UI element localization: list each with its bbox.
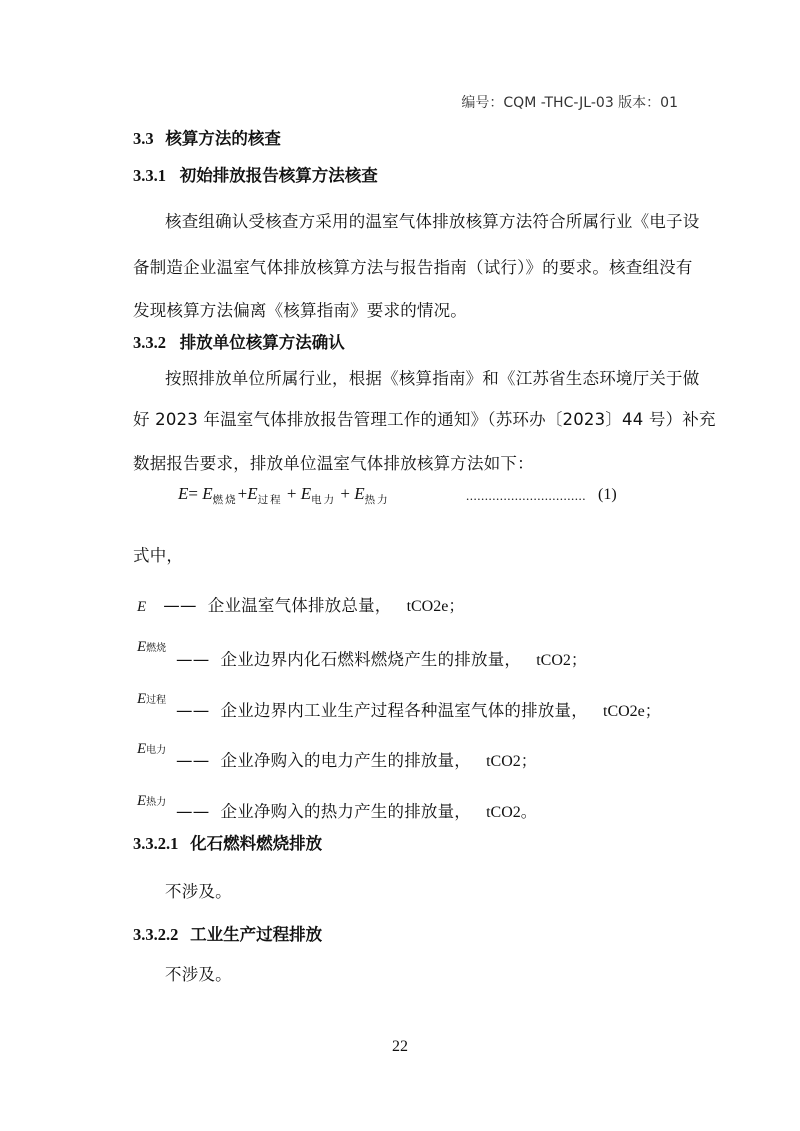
definition-symbol: E: [137, 599, 147, 615]
definition-subscript: 燃烧: [146, 643, 167, 654]
section-number: 3.3.2: [133, 333, 166, 352]
definition-unit: tCO2。: [486, 804, 537, 821]
section-title: 排放单位核算方法确认: [179, 333, 345, 352]
definition-unit: tCO2；: [486, 753, 537, 770]
definition-symbol-block: [137, 790, 166, 810]
definition-symbol-block: [137, 688, 166, 708]
section-3-3-1-heading: [133, 162, 378, 186]
definition-dash: ——: [176, 751, 210, 770]
section-number: 3.3: [133, 129, 154, 148]
paragraph-line: 按照排放单位所属行业，根据《核算指南》和《江苏省生态环境厅关于做: [165, 369, 700, 388]
formula-subscript: 燃烧: [212, 494, 238, 506]
section-title: 工业生产过程排放: [190, 925, 323, 944]
document-code: 编号：CQM -THC-JL-03 版本：01: [461, 95, 678, 111]
paragraph-line: 备制造企业温室气体排放核算方法与报告指南（试行）》的要求。核查组没有: [133, 258, 693, 277]
definition-text: 企业边界内化石燃料燃烧产生的排放量，: [220, 650, 522, 669]
definition-symbol: E: [137, 691, 147, 707]
definition-symbol: E: [137, 741, 147, 757]
definition-subscript: 过程: [146, 695, 167, 706]
definition-unit: tCO2e；: [603, 703, 661, 720]
equation-number: (1): [598, 486, 617, 503]
section-title: 初始排放报告核算方法核查: [179, 166, 378, 185]
page-number: 22: [392, 1038, 408, 1055]
definition-dash: ——: [176, 701, 210, 720]
formula-plus: +: [286, 484, 297, 503]
definition-symbol: E: [137, 639, 147, 655]
definition-row: [176, 646, 587, 670]
definition-text: 企业温室气体排放总量，: [207, 596, 392, 615]
formula-subscript: 电力: [311, 494, 337, 506]
definition-dash: ——: [163, 596, 197, 615]
definition-subscript: 电力: [146, 745, 167, 756]
section-3-3-2-1-heading: [133, 830, 322, 854]
formula-leader-dots: ................................: [466, 488, 586, 503]
definition-symbol: E: [137, 793, 147, 809]
definition-row: [176, 747, 537, 771]
section-body: 不涉及。: [165, 965, 232, 984]
section-number: 3.3.2.1: [133, 834, 179, 853]
formula-subscript: 热力: [364, 494, 390, 506]
formula-term-symbol: E: [202, 484, 213, 503]
definition-unit: tCO2；: [536, 652, 587, 669]
paragraph-line: 好 2023 年温室气体排放报告管理工作的通知》（苏环办〔2023〕44 号）补充: [133, 410, 716, 429]
formula-subscript: 过程: [257, 494, 283, 506]
formula-plus: +: [340, 484, 350, 503]
section-number: 3.3.1: [133, 166, 166, 185]
section-3-3-2-2-heading: [133, 921, 322, 945]
definition-text: 企业边界内工业生产过程各种温室气体的排放量，: [220, 701, 588, 720]
formula-term-symbol: E: [247, 484, 258, 503]
definition-text: 企业净购入的电力产生的排放量，: [220, 751, 471, 770]
paragraph-line: 数据报告要求，排放单位温室气体排放核算方法如下：: [133, 454, 534, 473]
definition-dash: ——: [176, 802, 210, 821]
definition-row: [176, 697, 661, 721]
formula-total-symbol: E: [178, 484, 189, 503]
definition-symbol-block: [137, 738, 166, 758]
emission-formula: [178, 484, 390, 504]
definition-text: 企业净购入的热力产生的排放量，: [220, 802, 471, 821]
formula-term-symbol: E: [300, 484, 312, 503]
section-title: 核算方法的核查: [165, 129, 281, 148]
definition-dash: ——: [176, 650, 210, 669]
formula-plus: +: [237, 484, 248, 503]
section-3-3-2-heading: [133, 329, 345, 353]
definition-symbol-block: [137, 636, 166, 656]
section-title: 化石燃料燃烧排放: [190, 834, 323, 853]
definition-row: [137, 592, 464, 616]
paragraph-line: 核查组确认受核查方采用的温室气体排放核算方法符合所属行业《电子设: [165, 212, 700, 231]
section-body: 不涉及。: [165, 882, 232, 901]
where-label: 式中，: [133, 546, 184, 565]
section-number: 3.3.2.2: [133, 925, 179, 944]
definition-unit: tCO2e；: [406, 598, 465, 615]
definition-subscript: 热力: [146, 797, 167, 808]
section-3-3-heading: [133, 125, 281, 149]
paragraph-line: 发现核算方法偏离《核算指南》要求的情况。: [133, 301, 467, 320]
definition-row: [176, 798, 537, 822]
formula-term-symbol: E: [354, 484, 365, 503]
formula-equals: =: [188, 484, 198, 503]
